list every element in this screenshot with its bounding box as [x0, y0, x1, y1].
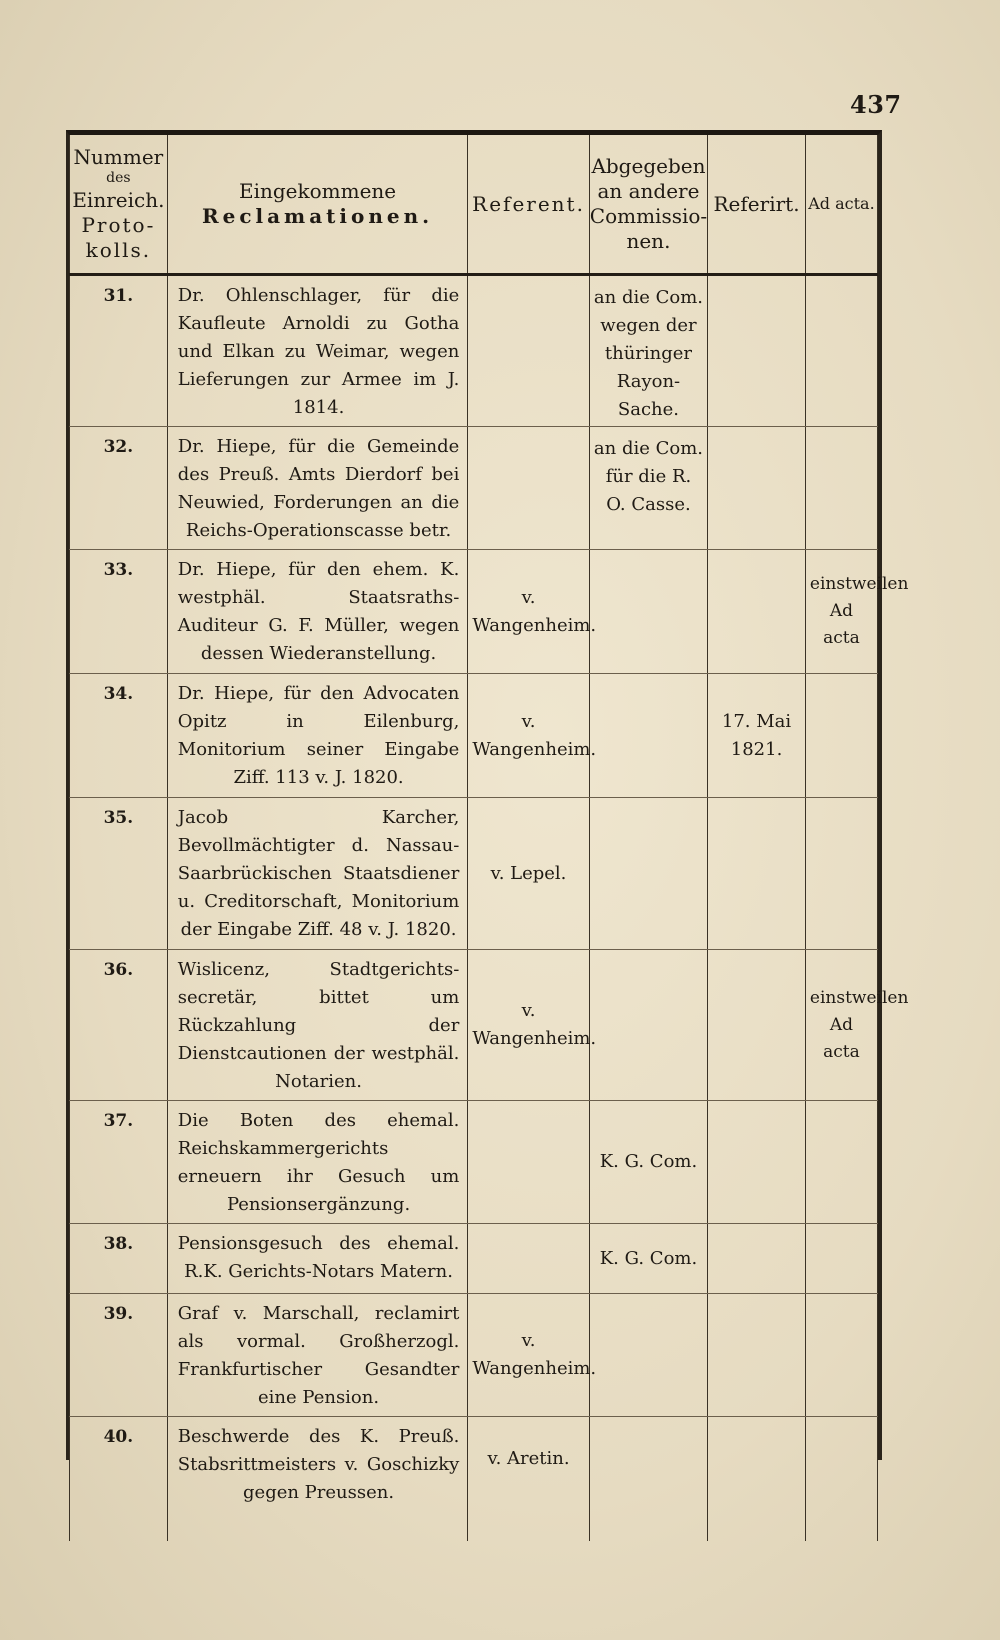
- row-description: Graf v. Marschall, reclamirt als vormal. Großherzogl. Frankfurtischer Gesandter eine Pension.: [167, 1294, 468, 1417]
- row-description: Dr. Hiepe, für die Gemeinde des Preuß. Amts Dierdorf bei Neuwied, Forderungen an die Reichs-Operationscasse betr.: [167, 427, 468, 550]
- header-abgegeben-line3: Commissio-: [589, 204, 708, 228]
- table-row: [70, 1417, 878, 1541]
- row-referirt: [708, 275, 806, 427]
- table-row: [70, 1294, 878, 1417]
- header-description-line2: Reclamationen.: [201, 204, 434, 228]
- row-referirt: [708, 1101, 806, 1224]
- row-abgegeben: K. G. Com.: [589, 1224, 707, 1294]
- row-number: 32.: [70, 427, 168, 550]
- row-number: 35.: [70, 798, 168, 950]
- row-description: Dr. Hiepe, für den Advocaten Opitz in Eilenburg, Monitorium seiner Eingabe Ziff. 113 v. J. 1820.: [167, 674, 468, 798]
- reclamation-table: [66, 130, 909, 1503]
- row-description: Pensionsgesuch des ehemal. R.K. Gerichts-Notars Matern.: [167, 1224, 468, 1294]
- row-referent: [468, 1101, 589, 1224]
- row-number: 39.: [70, 1294, 168, 1417]
- header-description: [167, 135, 468, 275]
- table-row: [70, 674, 878, 798]
- row-adacta: [805, 1224, 877, 1294]
- header-abgegeben-line4: nen.: [626, 229, 671, 253]
- table-header-row: [70, 135, 878, 275]
- row-referent: [468, 1224, 589, 1294]
- row-referirt: [708, 1294, 806, 1417]
- row-referent: v. Wangenheim.: [468, 674, 589, 798]
- row-description: Dr. Ohlenschlager, für die Kaufleute Arnoldi zu Gotha und Elkan zu Weimar, wegen Lieferungen zur Armee im J. 1814.: [167, 275, 468, 427]
- row-referirt: 17. Mai 1821.: [708, 674, 806, 798]
- row-number: 40.: [70, 1417, 168, 1541]
- row-description: Beschwerde des K. Preuß. Stabsrittmeisters v. Goschizky gegen Preussen.: [167, 1417, 468, 1541]
- table-row: [70, 275, 878, 427]
- row-referent: [468, 427, 589, 550]
- table-row: [70, 950, 878, 1101]
- row-number: 37.: [70, 1101, 168, 1224]
- row-description: Die Boten des ehemal. Reichskammergerichts erneuern ihr Gesuch um Pensionsergänzung.: [167, 1101, 468, 1224]
- header-number-line3: Einreich.: [72, 187, 165, 212]
- row-referent: v. Wangenheim.: [468, 1294, 589, 1417]
- header-number-line5: kolls.: [85, 237, 152, 262]
- row-abgegeben: [589, 798, 707, 950]
- row-referirt: [708, 798, 806, 950]
- header-abgegeben: [589, 135, 707, 275]
- row-number: 36.: [70, 950, 168, 1101]
- row-adacta: [805, 427, 877, 550]
- row-abgegeben: an die Com. für die R. O. Casse.: [589, 427, 707, 550]
- row-adacta: [805, 674, 877, 798]
- table-row: [70, 427, 878, 550]
- row-description: Jacob Karcher, Bevollmächtigter d. Nassau-Saarbrückischen Staatsdiener u. Creditorschaft, Monitorium der Eingabe Ziff. 48 v. J. 1820.: [167, 798, 468, 950]
- row-adacta: [805, 1101, 877, 1224]
- row-abgegeben: [589, 1294, 707, 1417]
- row-abgegeben: [589, 1417, 707, 1541]
- table-row: [70, 1101, 878, 1224]
- row-referent: v. Lepel.: [468, 798, 589, 950]
- row-referent: v. Wangenheim.: [468, 950, 589, 1101]
- row-number: 34.: [70, 674, 168, 798]
- row-description: Wislicenz, Stadtgerichts-secretär, bittet um Rückzahlung der Dienstcautionen der westphäl. Notarien.: [167, 950, 468, 1101]
- header-referirt: [708, 135, 806, 275]
- row-adacta: [805, 1417, 877, 1541]
- header-adacta-label: Ad acta.: [808, 194, 875, 213]
- row-adacta: [805, 1294, 877, 1417]
- row-abgegeben: [589, 674, 707, 798]
- table-row: [70, 1224, 878, 1294]
- header-adacta: [805, 135, 877, 275]
- header-referirt-label: Referirt.: [713, 191, 800, 216]
- row-adacta: einstweilen Ad acta: [805, 950, 877, 1101]
- row-abgegeben: [589, 550, 707, 674]
- row-referent: v. Aretin.: [468, 1417, 589, 1541]
- header-number-line4: Proto-: [81, 212, 156, 237]
- row-number: 31.: [70, 275, 168, 427]
- row-adacta: einstweilen Ad acta: [805, 550, 877, 674]
- header-number: [70, 135, 168, 275]
- row-description: Dr. Hiepe, für den ehem. K. westphäl. Staatsraths-Auditeur G. F. Müller, wegen dessen Wiederanstellung.: [167, 550, 468, 674]
- row-referirt: [708, 950, 806, 1101]
- header-description-line1: Eingekommene: [238, 179, 397, 203]
- row-referirt: [708, 550, 806, 674]
- row-referent: [468, 275, 589, 427]
- table-row: [70, 798, 878, 950]
- row-referirt: [708, 1224, 806, 1294]
- row-adacta: [805, 275, 877, 427]
- row-abgegeben: K. G. Com.: [589, 1101, 707, 1224]
- row-abgegeben: an die Com. wegen der thüringer Rayon-Sache.: [589, 275, 707, 427]
- row-referirt: [708, 427, 806, 550]
- page-number: 437: [850, 90, 902, 119]
- header-number-line2: des: [106, 170, 131, 187]
- header-abgegeben-line2: an andere: [597, 179, 700, 203]
- table-row: [70, 550, 878, 674]
- header-referent: [468, 135, 589, 275]
- header-abgegeben-line1: Abgegeben: [591, 154, 706, 178]
- row-number: 33.: [70, 550, 168, 674]
- header-referent-label: Referent.: [472, 191, 585, 216]
- row-referirt: [708, 1417, 806, 1541]
- row-adacta: [805, 798, 877, 950]
- header-number-line1: Nummer: [73, 145, 164, 170]
- row-referent: v. Wangenheim.: [468, 550, 589, 674]
- row-abgegeben: [589, 950, 707, 1101]
- row-number: 38.: [70, 1224, 168, 1294]
